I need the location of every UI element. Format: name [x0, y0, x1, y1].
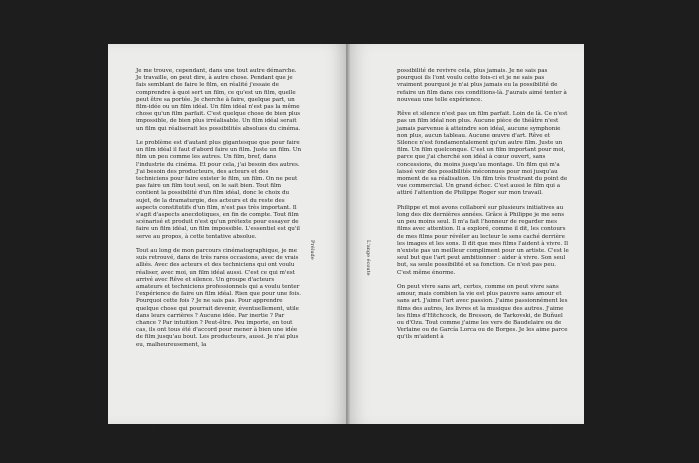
right-page: [348, 44, 584, 434]
paragraph: Philippe et moi avons collaboré sur plusieurs initiatives au long des dix dernières années. Grâce à Philippe je me sens un peu moins seul. Il m'a fait l'honneur de regarder mes films avec attention. Il a exploré, comme il dit, les contours de mes films pour révéler au lecteur le sens caché derrière les images et les sons. Il dit que mes films l'aident à vivre. Il n'existe pas un meilleur compliment pour un artiste. C'est le seul but que l'art peut ambitionner : aider à vivre. Son seul but, sa seule possibilité et sa fonction. Ce n'est pas peu. C'est même énorme.: [397, 204, 569, 276]
running-head: L'ange écoute: [365, 240, 371, 276]
page-number: 6: [152, 427, 156, 434]
book-gutter: [346, 44, 350, 424]
paragraph: Rêve et silence n'est pas un film parfait. Loin de là. Ce n'est pas un film idéal non plus. Aucune pièce de théâtre n'est jamais parvenue à atteindre son idéal, aucune symphonie non plus, aucun tableau. Aucune œuvre d'art. Rêve et Silence n'est fondamentalement qu'un autre film. Juste un film. Un film quelconque. C'est un film important pour moi, parce que j'ai cherché son idéal à cœur ouvert, sans concessions, du moins jusqu'au montage. Un film qui m'a laissé voir des possibilités méconnues pour moi jusqu'au moment de sa réalisation. Un film très frustrant du point de vue commercial. Un grand échec. C'est aussi le film qui a attiré l'attention de Philippe Roger sur mon travail.: [397, 111, 568, 197]
paragraph: On peut vivre sans art, certes, comme on peut vivre sans amour, mais combien la vie est plus pauvre sans amour et sans art. J'aime l'art avec passion. J'aime passionnément les films des autres, les livres et la musique des autres. J'aime les films d'Hitchcock, de Bresson, de Tarkovski, de Buñuel ou d'Ozu. Tout comme j'aime les vers de Baudelaire ou de Verlaine ou de García Lorca ou de Borges. Je les aime parce qu'ils m'aident à: [397, 284, 568, 341]
left-page-text: [136, 68, 302, 349]
paragraph: Tout au long de mon parcours cinématographique, je me suis retrouvé, dans de très rares occasions, avec de vrais alliés. Avec des acteurs et des techniciens qui ont voulu réaliser, avec moi, un film idéal aussi. C'est ce qui m'est arrivé avec Rêve et silence. Un groupe d'acteurs amateurs et techniciens professionnels qui a voulu tenter l'expérience de faire un film idéal. Rien que pour une fois. Pourquoi cette fois ? Je ne sais pas. Pour apprendre quelque chose qui pourrait devenir, éventuellement, utile dans leurs carrières ? Aucune idée. Par inertie ? Par chance ? Par intuition ? Peut-être. Peu importe, en tout cas, ils ont tous été d'accord pour mener à bien une idée de film jusqu'au bout. Les producteurs, aussi. Je n'ai plus eu, malheureusement, la: [136, 248, 301, 348]
right-page-text: [397, 68, 569, 342]
paragraph: Le problème est d'autant plus gigantesque que pour faire un film idéal il faut d'abord faire un film. Juste un film. Un film un peu comme les autres. Un film, bref, dans l'industrie du cinéma. Et pour cela, j'ai besoin des autres. J'ai besoin des producteurs, des acteurs et des techniciens pour faire exister le film, un film. On ne peut pas faire un film tout seul, on le sait bien. Tout film contient la possibilité d'un film idéal, donc le choix du sujet, de la dramaturgie, des acteurs et du reste des aspects constitutifs d'un film, n'est pas très important. Il s'agit d'aspects anecdotiques, en fin de compte. Tout film scénarisé et produit n'est qu'un prétexte pour essayer de faire un film idéal, un film impossible. L'essentiel est qu'il serve au propos, à cette tentative absolue.: [136, 140, 302, 240]
running-head: Prélude: [309, 240, 315, 260]
paragraph: Je me trouve, cependant, dans une tout autre démarche. Je travaille, on peut dire, à autre chose. Pendant que je fais semblant de faire le film, en réalité j'essaie de comprendre à quoi sert un film, ce qu'est un film, quelle peut être sa portée. Je cherche à faire, quelque part, un film-idée ou un film idéal. Un film idéal n'est pas la même chose qu'un film parfait. C'est quelque chose de bien plus impossible, de bien plus irréalisable. Un film idéal serait un film qui réaliserait les possibilités absolues du cinéma.: [136, 68, 301, 132]
page-number: 7: [548, 427, 552, 434]
left-page: [108, 44, 348, 434]
paragraph: possibilité de revivre cela, plus jamais. Je ne sais pas pourquoi ils l'ont voulu cette fois-ci et je ne sais pas vraiment pourquoi je n'ai plus jamais eu la possibilité de refaire un film dans ces conditions-là. J'aurais aimé tenter à nouveau une telle expérience.: [397, 68, 567, 103]
